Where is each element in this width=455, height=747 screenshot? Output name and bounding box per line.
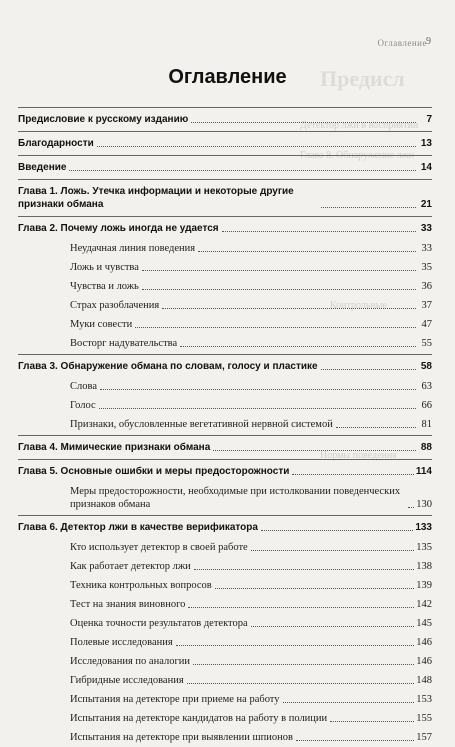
toc-divider bbox=[18, 216, 432, 217]
toc-divider bbox=[18, 459, 432, 460]
toc-page-number: 157 bbox=[416, 732, 432, 743]
toc-divider bbox=[18, 155, 432, 156]
dot-leader bbox=[100, 389, 416, 390]
toc-page-number: 155 bbox=[416, 713, 432, 724]
toc-entry-label: Введение bbox=[18, 162, 67, 173]
dot-leader bbox=[194, 569, 414, 570]
dot-leader bbox=[408, 507, 414, 508]
toc-entry-label: Испытания на детекторе при приеме на работу bbox=[70, 694, 280, 705]
toc-entry-label: Оценка точности результатов детектора bbox=[70, 618, 248, 629]
toc-page-number: 66 bbox=[421, 400, 432, 411]
toc-entry-label: Испытания на детекторе при выявлении шпионов bbox=[70, 732, 293, 743]
toc-page-number: 135 bbox=[416, 542, 432, 553]
toc-entry-label: Восторг надувательства bbox=[70, 338, 178, 349]
toc-entry-label: Ложь и чувства bbox=[70, 262, 139, 273]
dot-leader bbox=[330, 721, 414, 722]
toc-section-entry[interactable] bbox=[18, 538, 432, 557]
toc-section-entry[interactable] bbox=[18, 415, 432, 434]
dot-leader bbox=[213, 450, 416, 451]
toc-section-entry[interactable] bbox=[18, 482, 432, 514]
toc-page-number: 55 bbox=[421, 338, 432, 349]
toc-section-entry[interactable] bbox=[18, 633, 432, 652]
toc-page-number: 58 bbox=[420, 361, 432, 372]
toc-entry-label: Неудачная линия поведения bbox=[70, 243, 196, 254]
toc-page-number: 142 bbox=[416, 599, 432, 610]
toc-page-number: 36 bbox=[421, 281, 432, 292]
toc-entry-label: Муки совести bbox=[70, 319, 133, 330]
dot-leader bbox=[135, 327, 416, 328]
toc-section-entry[interactable] bbox=[18, 334, 432, 353]
toc-chapter-entry[interactable] bbox=[18, 133, 432, 154]
page-number: 9 bbox=[426, 36, 431, 47]
toc-entry-label: Голос bbox=[70, 400, 96, 411]
toc-section-entry[interactable] bbox=[18, 377, 432, 396]
toc-page-number: 139 bbox=[416, 580, 432, 591]
dot-leader bbox=[296, 740, 414, 741]
toc-entry-label: Предисловие к русскому изданию bbox=[18, 114, 189, 125]
toc-entry-label: Страх разоблачения bbox=[70, 300, 160, 311]
toc-page-number: 13 bbox=[420, 138, 432, 149]
dot-leader bbox=[97, 146, 416, 147]
dot-leader bbox=[180, 346, 416, 347]
toc-chapter-entry[interactable] bbox=[18, 218, 432, 239]
dot-leader bbox=[142, 289, 416, 290]
toc-page-number: 63 bbox=[421, 381, 432, 392]
toc-page-number: 145 bbox=[416, 618, 432, 629]
toc-entry-label: Глава 6. Детектор лжи в качестве верификатора bbox=[18, 522, 258, 533]
dot-leader bbox=[162, 308, 416, 309]
dot-leader bbox=[336, 427, 416, 428]
dot-leader bbox=[193, 664, 414, 665]
toc-chapter-entry[interactable] bbox=[18, 181, 432, 215]
toc-entry-label: Признаки, обусловленные вегетативной нервной системой bbox=[70, 419, 333, 430]
toc-entry-label: Испытания на детекторе кандидатов на работу в полиции bbox=[70, 713, 328, 724]
toc-entry-label: Техника контрольных вопросов bbox=[70, 580, 212, 591]
toc-divider bbox=[18, 354, 432, 355]
bleed-through-text: Контрольные bbox=[330, 300, 387, 311]
toc-page-number: 138 bbox=[416, 561, 432, 572]
dot-leader bbox=[321, 369, 416, 370]
page-title: Оглавление bbox=[168, 66, 287, 88]
toc-section-entry[interactable] bbox=[18, 671, 432, 690]
bleed-through-text: Глава 8. Обнаружение лжи bbox=[300, 150, 414, 161]
dot-leader bbox=[292, 474, 413, 475]
toc-entry-label: Глава 1. Ложь. Утечка информации и некоторые другие признаки обмана bbox=[18, 186, 294, 210]
dot-leader bbox=[251, 550, 415, 551]
toc-entry-label: Меры предосторожности, необходимые при истолковании поведенческих признаков обмана bbox=[70, 486, 401, 510]
toc-page-number: 146 bbox=[416, 637, 432, 648]
toc-page-number: 35 bbox=[421, 262, 432, 273]
toc-section-entry[interactable] bbox=[18, 239, 432, 258]
toc-entry-label: Чувства и ложь bbox=[70, 281, 139, 292]
toc-page-number: 81 bbox=[421, 419, 432, 430]
toc-entry-label: Полевые исследования bbox=[70, 637, 173, 648]
toc-entry-label: Слова bbox=[70, 381, 97, 392]
toc-entry-label: Гибридные исследования bbox=[70, 675, 184, 686]
dot-leader bbox=[99, 408, 416, 409]
toc-page-number: 148 bbox=[416, 675, 432, 686]
toc-page-number: 114 bbox=[415, 466, 432, 477]
toc-chapter-entry[interactable] bbox=[18, 157, 432, 178]
dot-leader bbox=[191, 122, 416, 123]
toc-section-entry[interactable] bbox=[18, 315, 432, 334]
dot-leader bbox=[321, 207, 416, 208]
toc-chapter-entry[interactable] bbox=[18, 356, 432, 377]
toc-chapter-entry[interactable] bbox=[18, 517, 432, 538]
toc-section-entry[interactable] bbox=[18, 728, 432, 747]
toc-section-entry[interactable] bbox=[18, 277, 432, 296]
toc-section-entry[interactable] bbox=[18, 576, 432, 595]
table-of-contents bbox=[18, 106, 432, 747]
toc-page-number: 47 bbox=[421, 319, 432, 330]
toc-entry-label: Благодарности bbox=[18, 138, 94, 149]
toc-page-number: 33 bbox=[420, 223, 432, 234]
toc-chapter-entry[interactable] bbox=[18, 109, 432, 130]
toc-section-entry[interactable] bbox=[18, 614, 432, 633]
toc-page-number: 37 bbox=[421, 300, 432, 311]
toc-page-number: 7 bbox=[426, 114, 432, 125]
toc-divider bbox=[18, 179, 432, 180]
toc-entry-label: Глава 3. Обнаружение обмана по словам, голосу и пластике bbox=[18, 361, 318, 372]
toc-page-number: 33 bbox=[421, 243, 432, 254]
toc-entry-label: Как работает детектор лжи bbox=[70, 561, 191, 572]
toc-page-number: 153 bbox=[416, 694, 432, 705]
dot-leader bbox=[142, 270, 416, 271]
dot-leader bbox=[251, 626, 415, 627]
toc-entry-label: Исследования по аналогии bbox=[70, 656, 190, 667]
toc-divider bbox=[18, 435, 432, 436]
toc-page-number: 21 bbox=[420, 199, 432, 210]
dot-leader bbox=[187, 683, 415, 684]
toc-section-entry[interactable] bbox=[18, 595, 432, 614]
toc-section-entry[interactable] bbox=[18, 652, 432, 671]
bleed-through-heading: Предисл bbox=[320, 66, 405, 91]
toc-entry-label: Тест на знания виновного bbox=[70, 599, 186, 610]
toc-divider bbox=[18, 131, 432, 132]
bleed-through-text: Нормы поведения bbox=[320, 450, 397, 461]
toc-divider bbox=[18, 515, 432, 516]
dot-leader bbox=[283, 702, 415, 703]
toc-section-entry[interactable] bbox=[18, 296, 432, 315]
toc-page-number: 146 bbox=[416, 656, 432, 667]
toc-divider bbox=[18, 107, 432, 108]
toc-page-number: 133 bbox=[415, 522, 432, 533]
dot-leader bbox=[215, 588, 415, 589]
dot-leader bbox=[188, 607, 414, 608]
dot-leader bbox=[198, 251, 416, 252]
dot-leader bbox=[222, 231, 416, 232]
toc-entry-label: Глава 2. Почему ложь иногда не удается bbox=[18, 223, 219, 234]
toc-entry-label: Глава 5. Основные ошибки и меры предосторожности bbox=[18, 466, 290, 477]
toc-section-entry[interactable] bbox=[18, 258, 432, 277]
dot-leader bbox=[69, 170, 416, 171]
toc-page-number: 88 bbox=[420, 442, 432, 453]
toc-section-entry[interactable] bbox=[18, 709, 432, 728]
toc-page-number: 130 bbox=[416, 499, 432, 510]
toc-section-entry[interactable] bbox=[18, 690, 432, 709]
toc-chapter-entry[interactable] bbox=[18, 437, 432, 458]
toc-page-number: 14 bbox=[420, 162, 432, 173]
bleed-through-text: Детектор лжи в восприятии bbox=[300, 120, 419, 131]
toc-chapter-entry[interactable] bbox=[18, 461, 432, 482]
toc-section-entry[interactable] bbox=[18, 396, 432, 415]
toc-entry-label: Глава 4. Мимические признаки обмана bbox=[18, 442, 211, 453]
toc-section-entry[interactable] bbox=[18, 557, 432, 576]
dot-leader bbox=[176, 645, 415, 646]
dot-leader bbox=[261, 530, 413, 531]
toc-entry-label: Кто использует детектор в своей работе bbox=[70, 542, 248, 553]
running-head: Оглавление bbox=[377, 38, 427, 48]
